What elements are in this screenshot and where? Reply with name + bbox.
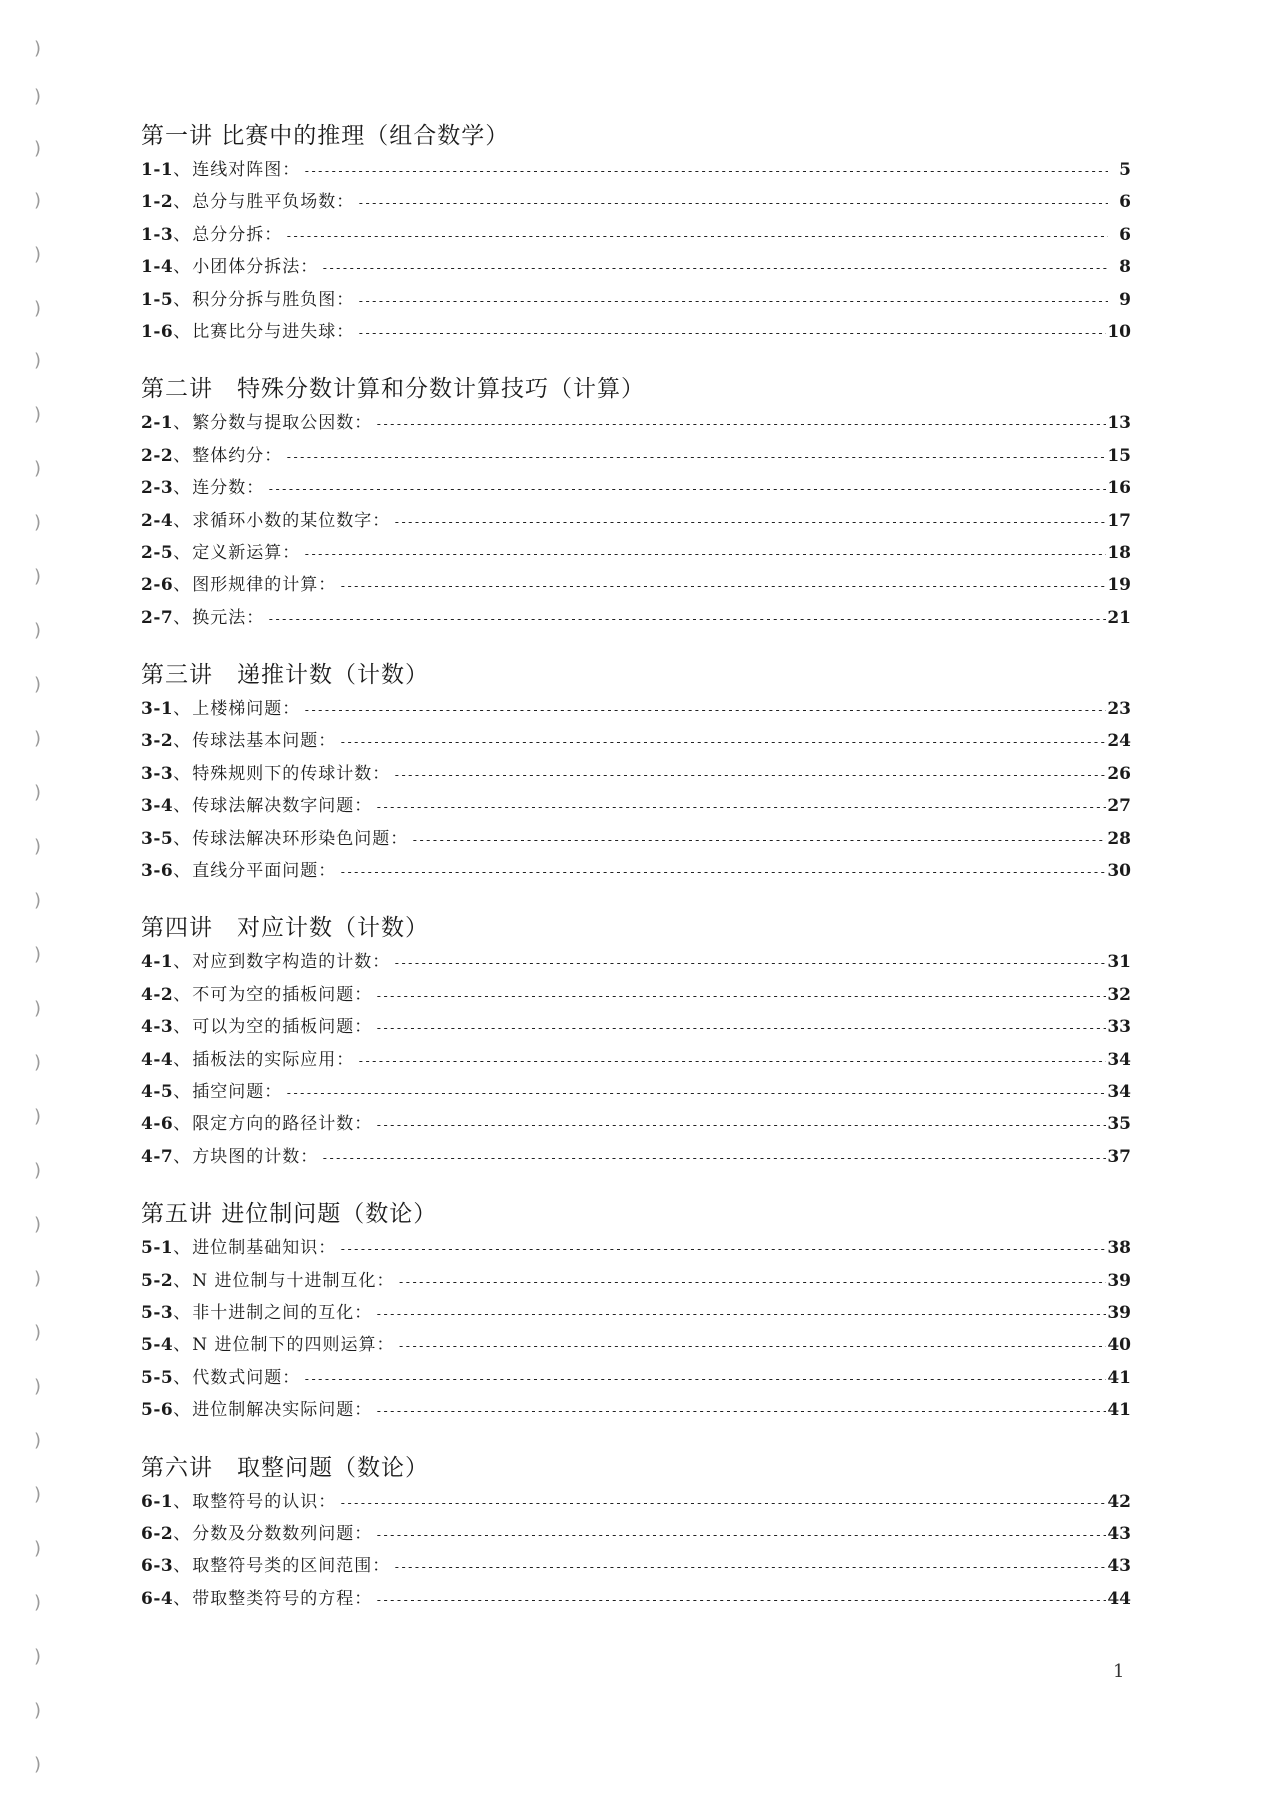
dot-leader — [393, 947, 1106, 979]
entry-label: 插板法的实际应用： — [192, 1049, 355, 1070]
toc-entry[interactable] — [141, 569, 1131, 601]
entry-separator: 、 — [173, 1556, 191, 1577]
entry-label: 非十进制之间的互化： — [192, 1302, 373, 1323]
dot-leader — [339, 570, 1106, 602]
entry-page-number: 34 — [1107, 1049, 1131, 1070]
toc-entry[interactable] — [141, 1394, 1131, 1426]
toc-section — [141, 1196, 1131, 1426]
section-title: 第六讲 取整问题（数论） — [141, 1454, 429, 1481]
entry-page-number: 23 — [1107, 699, 1131, 720]
entry-number: 2-1 — [141, 413, 174, 434]
entry-separator: 、 — [173, 1400, 191, 1421]
toc-entry[interactable] — [141, 219, 1131, 251]
entry-label: 上楼梯问题： — [192, 699, 301, 720]
toc-entry[interactable] — [141, 823, 1131, 855]
entry-page-number: 16 — [1107, 478, 1131, 499]
dot-leader — [375, 1584, 1106, 1616]
entry-separator: 、 — [173, 861, 191, 882]
dot-leader — [339, 1487, 1106, 1519]
dot-leader — [303, 1363, 1106, 1395]
binding-mark: ) — [34, 1700, 42, 1721]
entry-page-number: 39 — [1107, 1302, 1131, 1323]
dot-leader — [357, 187, 1108, 219]
entry-number: 4-4 — [141, 1049, 174, 1070]
toc-entry[interactable] — [141, 472, 1131, 504]
entry-page-number: 31 — [1107, 952, 1131, 973]
binding-mark: ) — [34, 244, 42, 265]
binding-mark: ) — [34, 404, 42, 425]
entry-separator: 、 — [173, 1238, 191, 1259]
binding-mark: ) — [34, 1322, 42, 1343]
toc-entry[interactable] — [141, 1011, 1131, 1043]
entry-label: 不可为空的插板问题： — [192, 984, 373, 1005]
binding-mark: ) — [34, 620, 42, 641]
entry-number: 6-2 — [141, 1523, 174, 1544]
binding-mark: ) — [34, 350, 42, 371]
entry-number: 3-4 — [141, 796, 174, 817]
binding-mark: ) — [34, 890, 42, 911]
entry-number: 3-5 — [141, 828, 174, 849]
dot-leader — [398, 1330, 1107, 1362]
entry-separator: 、 — [173, 731, 191, 752]
entry-separator: 、 — [173, 413, 191, 434]
entry-separator: 、 — [173, 828, 191, 849]
entry-page-number: 41 — [1107, 1367, 1131, 1388]
entry-separator: 、 — [173, 224, 191, 245]
binding-mark: ) — [34, 1484, 42, 1505]
entry-separator: 、 — [173, 321, 191, 342]
entry-number: 4-3 — [141, 1017, 174, 1038]
section-title: 第四讲 对应计数（计数） — [141, 915, 429, 942]
page-number: 1 — [1113, 1661, 1125, 1682]
toc-entry[interactable] — [141, 946, 1131, 978]
entry-number: 4-5 — [141, 1081, 174, 1102]
toc-entry[interactable] — [141, 1141, 1131, 1173]
entry-separator: 、 — [173, 192, 191, 213]
entry-label: 取整符号的认识： — [192, 1491, 337, 1512]
binding-mark: ) — [34, 1376, 42, 1397]
toc-entry[interactable] — [141, 1076, 1131, 1108]
entry-number: 4-1 — [141, 952, 174, 973]
entry-number: 1-4 — [141, 257, 174, 278]
entry-label: 代数式问题： — [192, 1367, 301, 1388]
entry-page-number: 19 — [1107, 575, 1131, 596]
binding-mark: ) — [34, 782, 42, 803]
entry-number: 4-6 — [141, 1114, 174, 1135]
entry-page-number: 9 — [1119, 289, 1131, 310]
toc-section — [141, 118, 1131, 348]
entry-label: 方块图的计数： — [192, 1146, 319, 1167]
dot-leader — [398, 1266, 1107, 1298]
entry-number: 3-3 — [141, 763, 174, 784]
entry-label: 整体约分： — [192, 445, 283, 466]
entry-page-number: 6 — [1119, 192, 1131, 213]
entry-page-number: 43 — [1107, 1556, 1131, 1577]
dot-leader — [411, 824, 1106, 856]
toc-entry[interactable] — [141, 1550, 1131, 1582]
entry-label: 总分与胜平负场数： — [192, 192, 355, 213]
entry-separator: 、 — [173, 699, 191, 720]
entry-label: 定义新运算： — [192, 542, 301, 563]
dot-leader — [375, 1519, 1106, 1551]
binding-mark: ) — [34, 86, 42, 107]
dot-leader — [285, 220, 1108, 252]
entry-label: 比赛比分与进失球： — [192, 321, 355, 342]
entry-label: 连线对阵图： — [192, 160, 301, 180]
toc-entry[interactable] — [141, 1232, 1131, 1264]
entry-label: 对应到数字构造的计数： — [192, 952, 391, 973]
section-title: 第五讲 进位制问题（数论） — [141, 1201, 438, 1228]
entry-separator: 、 — [173, 542, 191, 563]
binding-holes — [30, 0, 50, 1809]
entry-label: 可以为空的插板问题： — [192, 1017, 373, 1038]
entry-label: 插空问题： — [192, 1081, 283, 1102]
entry-number: 6-1 — [141, 1491, 174, 1512]
entry-separator: 、 — [173, 1302, 191, 1323]
toc-entry[interactable] — [141, 725, 1131, 757]
section-title: 第一讲 比赛中的推理（组合数学） — [141, 123, 510, 149]
entry-label: 分数及分数数列问题： — [192, 1523, 373, 1544]
entry-separator: 、 — [173, 575, 191, 596]
entry-number: 1-1 — [141, 160, 174, 180]
dot-leader — [375, 408, 1106, 440]
binding-mark: ) — [34, 836, 42, 857]
dot-leader — [303, 538, 1106, 570]
binding-mark: ) — [34, 728, 42, 749]
entry-separator: 、 — [173, 478, 191, 499]
entry-separator: 、 — [173, 445, 191, 466]
entry-number: 5-6 — [141, 1400, 174, 1421]
binding-mark: ) — [34, 944, 42, 965]
entry-page-number: 32 — [1107, 984, 1131, 1005]
toc-entry[interactable] — [141, 505, 1131, 537]
toc-entry[interactable] — [141, 855, 1131, 887]
dot-leader — [321, 252, 1108, 284]
entry-separator: 、 — [173, 289, 191, 310]
entry-page-number: 17 — [1107, 510, 1131, 531]
entry-separator: 、 — [173, 984, 191, 1005]
entry-label: 求循环小数的某位数字： — [192, 510, 391, 531]
dot-leader — [393, 1551, 1106, 1583]
section-title: 第二讲 特殊分数计算和分数计算技巧（计算） — [141, 376, 645, 403]
dot-leader — [285, 1077, 1106, 1109]
dot-leader — [303, 694, 1106, 726]
toc-entry[interactable] — [141, 1486, 1131, 1518]
entry-number: 1-2 — [141, 192, 174, 213]
entry-separator: 、 — [173, 763, 191, 784]
toc-entry[interactable] — [141, 979, 1131, 1011]
entry-separator: 、 — [173, 1491, 191, 1512]
entry-number: 2-5 — [141, 542, 174, 563]
toc-section — [141, 1450, 1131, 1616]
binding-mark: ) — [34, 566, 42, 587]
entry-label: 小团体分拆法： — [192, 257, 319, 278]
binding-mark: ) — [34, 298, 42, 319]
entry-label: 繁分数与提取公因数： — [192, 413, 373, 434]
toc-entry[interactable] — [141, 316, 1131, 348]
entry-separator: 、 — [173, 952, 191, 973]
toc-entry[interactable] — [141, 1583, 1131, 1615]
toc-entry[interactable] — [141, 284, 1131, 316]
toc-entry[interactable] — [141, 1108, 1131, 1140]
toc-entry[interactable] — [141, 186, 1131, 218]
entry-label: 图形规律的计算： — [192, 575, 337, 596]
toc-section — [141, 371, 1131, 634]
entry-number: 3-6 — [141, 861, 174, 882]
entry-page-number: 30 — [1107, 861, 1131, 882]
entry-number: 6-3 — [141, 1556, 174, 1577]
entry-page-number: 24 — [1107, 731, 1131, 752]
binding-mark: ) — [34, 1592, 42, 1613]
entry-number: 3-1 — [141, 699, 174, 720]
toc-entry[interactable] — [141, 1297, 1131, 1329]
binding-mark: ) — [34, 1538, 42, 1559]
toc-entry[interactable] — [141, 251, 1131, 283]
entry-number: 6-4 — [141, 1588, 174, 1609]
entry-number: 5-1 — [141, 1238, 174, 1259]
entry-label: 传球法基本问题： — [192, 731, 337, 752]
dot-leader — [375, 1109, 1106, 1141]
entry-page-number: 13 — [1107, 413, 1131, 434]
entry-number: 5-5 — [141, 1367, 174, 1388]
binding-mark: ) — [34, 1754, 42, 1775]
entry-label: 带取整类符号的方程： — [192, 1588, 373, 1609]
entry-number: 5-3 — [141, 1302, 174, 1323]
entry-number: 2-6 — [141, 575, 174, 596]
entry-label: 传球法解决数字问题： — [192, 796, 373, 817]
binding-mark: ) — [34, 1160, 42, 1181]
toc-entry[interactable] — [141, 1329, 1131, 1361]
dot-leader — [375, 1395, 1106, 1427]
entry-page-number: 5 — [1119, 160, 1131, 180]
entry-label: N 进位制与十进制互化： — [192, 1270, 395, 1291]
dot-leader — [321, 1142, 1106, 1174]
entry-separator: 、 — [173, 160, 191, 180]
dot-leader — [375, 980, 1106, 1012]
entry-label: 直线分平面问题： — [192, 861, 337, 882]
entry-page-number: 35 — [1107, 1114, 1131, 1135]
binding-mark: ) — [34, 458, 42, 479]
entry-separator: 、 — [173, 510, 191, 531]
entry-number: 2-3 — [141, 478, 174, 499]
entry-number: 4-7 — [141, 1146, 174, 1167]
entry-page-number: 39 — [1107, 1270, 1131, 1291]
toc-entry[interactable] — [141, 1044, 1131, 1076]
dot-leader — [357, 317, 1106, 349]
entry-number: 2-7 — [141, 607, 174, 628]
entry-label: 进位制基础知识： — [192, 1238, 337, 1259]
entry-page-number: 37 — [1107, 1146, 1131, 1167]
entry-label: 积分分拆与胜负图： — [192, 289, 355, 310]
entry-page-number: 42 — [1107, 1491, 1131, 1512]
entry-separator: 、 — [173, 1017, 191, 1038]
binding-mark: ) — [34, 1106, 42, 1127]
entry-page-number: 43 — [1107, 1523, 1131, 1544]
toc-entry[interactable] — [141, 693, 1131, 725]
entry-number: 2-2 — [141, 445, 174, 466]
entry-separator: 、 — [173, 607, 191, 628]
dot-leader — [339, 726, 1106, 758]
dot-leader — [357, 285, 1108, 317]
entry-page-number: 33 — [1107, 1017, 1131, 1038]
entry-number: 5-4 — [141, 1335, 174, 1356]
entry-separator: 、 — [173, 1523, 191, 1544]
entry-page-number: 38 — [1107, 1238, 1131, 1259]
entry-page-number: 18 — [1107, 542, 1131, 563]
dot-leader — [285, 441, 1106, 473]
binding-mark: ) — [34, 998, 42, 1019]
dot-leader — [375, 1298, 1106, 1330]
toc-entry[interactable] — [141, 154, 1131, 186]
dot-leader — [393, 506, 1106, 538]
entry-separator: 、 — [173, 257, 191, 278]
toc-entry[interactable] — [141, 1362, 1131, 1394]
toc-entry[interactable] — [141, 790, 1131, 822]
dot-leader — [375, 1012, 1106, 1044]
dot-leader — [393, 759, 1106, 791]
entry-label: 总分分拆： — [192, 224, 283, 245]
entry-number: 5-2 — [141, 1270, 174, 1291]
binding-mark: ) — [34, 1646, 42, 1667]
entry-page-number: 15 — [1107, 445, 1131, 466]
entry-number: 3-2 — [141, 731, 174, 752]
entry-page-number: 40 — [1107, 1335, 1131, 1356]
dot-leader — [357, 1045, 1106, 1077]
entry-number: 1-6 — [141, 321, 174, 342]
entry-label: 传球法解决环形染色问题： — [192, 828, 409, 849]
dot-leader — [375, 791, 1106, 823]
binding-mark: ) — [34, 190, 42, 211]
entry-separator: 、 — [173, 1049, 191, 1070]
entry-page-number: 44 — [1107, 1588, 1131, 1609]
toc-entry[interactable] — [141, 602, 1131, 634]
entry-separator: 、 — [173, 1114, 191, 1135]
dot-leader — [267, 473, 1106, 505]
entry-number: 1-5 — [141, 289, 174, 310]
entry-label: 特殊规则下的传球计数： — [192, 763, 391, 784]
binding-mark: ) — [34, 1052, 42, 1073]
toc-entry[interactable] — [141, 537, 1131, 569]
entry-separator: 、 — [173, 1367, 191, 1388]
toc-section — [141, 910, 1131, 1173]
entry-page-number: 10 — [1107, 321, 1131, 342]
entry-label: 限定方向的路径计数： — [192, 1114, 373, 1135]
toc-entry[interactable] — [141, 407, 1131, 439]
toc-entry[interactable] — [141, 1265, 1131, 1297]
entry-label: 取整符号类的区间范围： — [192, 1556, 391, 1577]
table-of-contents — [141, 118, 1131, 1638]
entry-page-number: 41 — [1107, 1400, 1131, 1421]
entry-number: 1-3 — [141, 224, 174, 245]
toc-entry[interactable] — [141, 1518, 1131, 1550]
binding-mark: ) — [34, 674, 42, 695]
entry-page-number: 8 — [1119, 257, 1131, 278]
entry-page-number: 34 — [1107, 1081, 1131, 1102]
binding-mark: ) — [34, 38, 42, 59]
entry-separator: 、 — [173, 1081, 191, 1102]
entry-label: 连分数： — [192, 478, 265, 499]
entry-label: 进位制解决实际问题： — [192, 1400, 373, 1421]
toc-section — [141, 657, 1131, 887]
section-title: 第三讲 递推计数（计数） — [141, 662, 429, 689]
entry-separator: 、 — [173, 1146, 191, 1167]
dot-leader — [267, 603, 1106, 635]
binding-mark: ) — [34, 1430, 42, 1451]
dot-leader — [339, 1233, 1106, 1265]
binding-mark: ) — [34, 512, 42, 533]
entry-page-number: 28 — [1107, 828, 1131, 849]
entry-number: 2-4 — [141, 510, 174, 531]
entry-separator: 、 — [173, 1270, 191, 1291]
entry-label: N 进位制下的四则运算： — [192, 1335, 395, 1356]
toc-entry[interactable] — [141, 440, 1131, 472]
entry-separator: 、 — [173, 796, 191, 817]
binding-mark: ) — [34, 1214, 42, 1235]
dot-leader — [303, 155, 1108, 187]
entry-page-number: 27 — [1107, 796, 1131, 817]
entry-label: 换元法： — [192, 607, 265, 628]
entry-separator: 、 — [173, 1335, 191, 1356]
binding-mark: ) — [34, 1268, 42, 1289]
entry-page-number: 6 — [1119, 224, 1131, 245]
entry-number: 4-2 — [141, 984, 174, 1005]
toc-entry[interactable] — [141, 758, 1131, 790]
entry-page-number: 26 — [1107, 763, 1131, 784]
binding-mark: ) — [34, 138, 42, 159]
entry-page-number: 21 — [1107, 607, 1131, 628]
dot-leader — [339, 856, 1106, 888]
entry-separator: 、 — [173, 1588, 191, 1609]
